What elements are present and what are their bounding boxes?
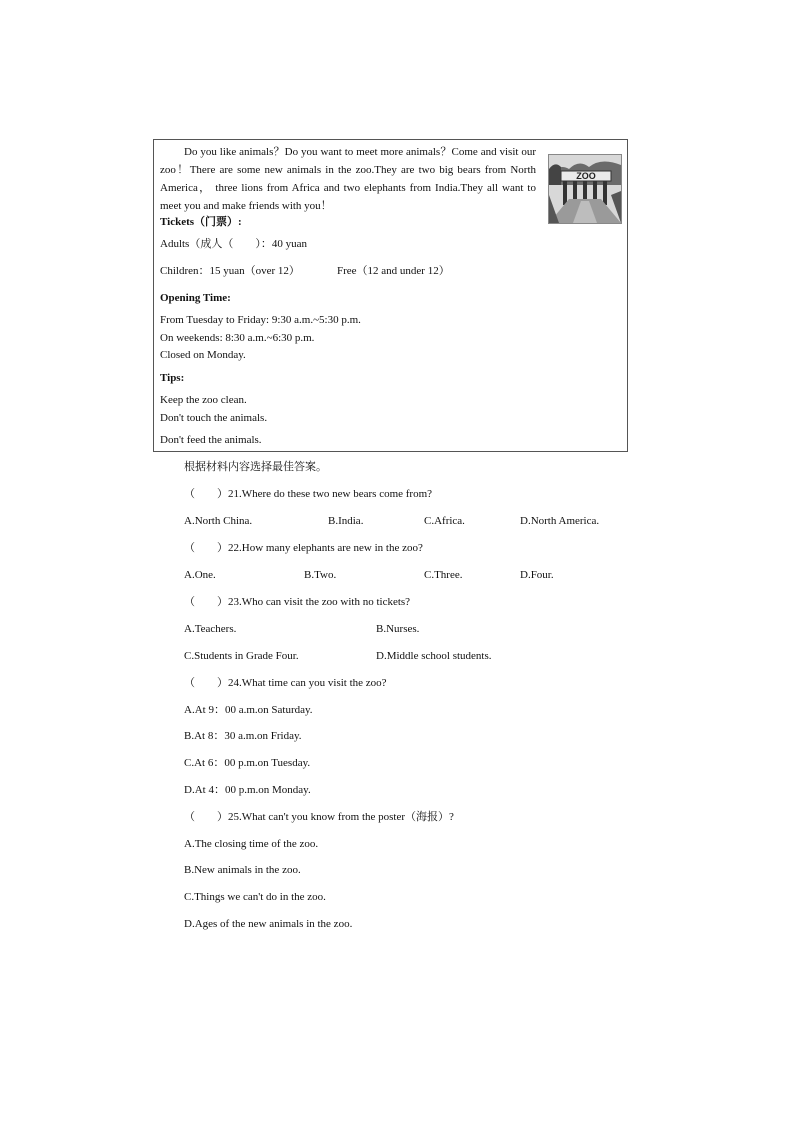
option-b: B.At 8：30 a.m.on Friday. — [184, 730, 302, 742]
option-d: D.At 4：00 p.m.on Monday. — [184, 784, 311, 796]
closed-day: Closed on Monday. — [160, 349, 246, 361]
weekend-hours: On weekends: 8:30 a.m.~6:30 p.m. — [160, 332, 315, 344]
option-c: C.Students in Grade Four. — [184, 650, 299, 662]
option-d: D.North America. — [520, 515, 600, 527]
option-b: B.Two. — [304, 569, 337, 581]
weekday-hours: From Tuesday to Friday: 9:30 a.m.~5:30 p.m. — [160, 314, 361, 326]
opening-heading: Opening Time: — [160, 292, 231, 304]
zoo-sign-text: ZOO — [576, 171, 596, 181]
option-b: B.India. — [328, 515, 364, 527]
tip-item: Keep the zoo clean. — [160, 394, 247, 406]
tickets-heading: Tickets（门票）: — [160, 216, 242, 228]
question-stem: （ ）25.What can't you know from the poster（海报）? — [184, 811, 454, 823]
tip-item: Don't touch the animals. — [160, 412, 268, 424]
question-stem: （ ）23.Who can visit the zoo with no tickets? — [184, 596, 411, 608]
option-a: A.One. — [184, 569, 216, 581]
tips-heading: Tips: — [160, 372, 185, 384]
option-c: C.Three. — [424, 569, 463, 581]
option-c: C.Africa. — [424, 515, 465, 527]
question-stem: （ ）21.Where do these two new bears come from? — [184, 488, 433, 500]
option-a: A.At 9：00 a.m.on Saturday. — [184, 704, 313, 716]
option-d: D.Four. — [520, 569, 554, 581]
option-a: A.North China. — [184, 515, 253, 527]
option-d: D.Middle school students. — [376, 650, 492, 662]
option-a: A.Teachers. — [184, 623, 237, 635]
option-c: C.At 6：00 p.m.on Tuesday. — [184, 757, 311, 769]
poster-intro: Do you like animals？Do you want to meet more animals？Come and visit our zoo！There are some new animals in the zoo.They are two big bears from North America， three lions from Africa and two elephants from India.They all want to meet you and make friends with you！ — [160, 146, 536, 212]
option-b: B.Nurses. — [376, 623, 420, 635]
adults-price: Adults（成人（ ）：40 yuan — [160, 238, 307, 250]
tip-item: Don't feed the animals. — [160, 434, 262, 446]
question-stem: （ ）22.How many elephants are new in the zoo? — [184, 542, 423, 554]
option-b: B.New animals in the zoo. — [184, 864, 301, 876]
option-a: A.The closing time of the zoo. — [184, 838, 319, 850]
zoo-poster — [153, 139, 628, 452]
option-d: D.Ages of the new animals in the zoo. — [184, 918, 353, 930]
zoo-gate-image — [548, 154, 622, 224]
question-stem: （ ）24.What time can you visit the zoo? — [184, 677, 387, 689]
option-c: C.Things we can't do in the zoo. — [184, 891, 326, 903]
free-admission: Free（12 and under 12） — [337, 265, 450, 277]
children-price: Children：15 yuan（over 12） — [160, 265, 300, 277]
instruction: 根据材料内容选择最佳答案。 — [184, 461, 327, 473]
